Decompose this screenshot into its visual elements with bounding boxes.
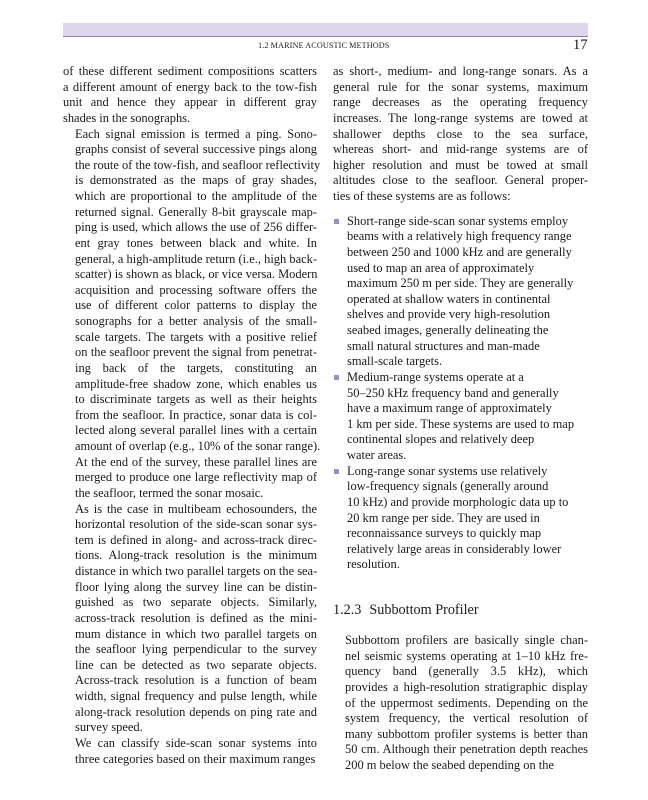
text-line: a different amount of energy back to the tow-fish (63, 79, 317, 94)
text-line: nel seismic systems operating at 1–10 kHz fre- (345, 648, 588, 663)
text-line: from the seafloor. In practice, sonar data is col- (75, 407, 317, 422)
text-line: maximum 250 m per side. They are generally (347, 276, 574, 291)
body-paragraph (333, 64, 588, 205)
text-line: shelves and provide very high-resolution (347, 307, 551, 322)
text-line: system frequency, the vertical resolution of (345, 711, 588, 726)
text-line: small-scale targets. (347, 354, 443, 369)
text-line: ties of these systems are as follows: (333, 189, 511, 203)
text-line: As is the case in multibeam echosounders, the (75, 501, 317, 516)
square-bullet-icon (334, 219, 339, 224)
text-line: line can be detected as two separate objects. (75, 657, 317, 672)
list-item (333, 464, 588, 573)
text-line: Medium-range systems operate at a (347, 369, 524, 384)
text-line: lected along several parallel lines with a certain (75, 423, 317, 438)
square-bullet-icon (334, 469, 339, 474)
text-line: altitudes close to the seafloor. General proper- (333, 173, 588, 188)
text-line: relatively large areas in considerably lower (347, 541, 562, 556)
section-paragraph (333, 633, 588, 774)
text-line: small natural structures and man-made (347, 338, 540, 353)
text-line: quency band (generally 3.5 kHz), which (345, 664, 588, 679)
text-line: ing back of the targets, constituting an (75, 360, 317, 375)
text-line: merged to produce one large reflectivity map of (75, 470, 317, 485)
text-line: Across-track resolution is a function of beam (75, 673, 317, 688)
text-line: between 250 and 1000 kHz and are generally (347, 244, 572, 259)
text-line: At the end of the survey, these parallel lines are (75, 454, 317, 469)
right-intro-paragraph (333, 64, 588, 205)
running-head-rule (63, 36, 588, 37)
text-line: which are proportional to the amplitude of the (75, 189, 317, 203)
text-line: Each signal emission is termed a ping. Sono- (75, 126, 317, 141)
body-paragraph (63, 736, 317, 767)
list-item (333, 214, 588, 370)
text-line: sonographs for a better analysis of the small- (75, 314, 317, 328)
text-line: amount of overlap (e.g., 10% of the sonar range). (75, 439, 321, 453)
text-line: ping is used, which allows the use of 256 differ- (75, 220, 317, 235)
text-line: provides a high-resolution stratigraphic display (345, 679, 588, 694)
text-line: horizontal resolution of the side-scan sonar sys- (75, 517, 317, 532)
text-line: guished as two separate objects. Similarly, (75, 595, 317, 610)
body-paragraph (63, 502, 317, 736)
text-line: scatter) is shown as black, or vice versa. Modern (75, 267, 318, 282)
text-line: the route of the tow-fish, and seafloor reflectivity (75, 157, 321, 172)
text-line: amplitude-free shadow zone, which enables us (75, 376, 317, 391)
text-line: along-track resolution depends on ping rate and (75, 704, 317, 719)
text-line: tem is defined in along- and across-track direc- (75, 532, 317, 547)
text-line: shades in the sonographs. (63, 110, 191, 125)
text-line: across-track resolution is defined as the mini- (75, 610, 317, 625)
page-number: 17 (573, 37, 588, 53)
text-line: Subbottom profilers are basically single chan- (345, 633, 588, 647)
text-line: mum distance in which two parallel targets on (75, 626, 317, 641)
square-bullet-icon (334, 375, 339, 380)
text-line: the seafloor lying perpendicular to the survey (75, 642, 317, 657)
text-line: general rule for the sonar systems, maximum (333, 79, 588, 94)
text-line: is demonstrated as the maps of gray shades, (75, 173, 317, 188)
text-line: resolution. (347, 557, 400, 572)
text-line: water areas. (347, 448, 407, 462)
text-line: ent gray tones between black and white. In (75, 235, 317, 250)
text-line: low-frequency signals (generally around (347, 479, 549, 494)
text-line: continental slopes and relatively deep (347, 432, 535, 447)
text-line: floor lying along the survey line can be distin- (75, 579, 317, 594)
running-head-band (63, 23, 588, 36)
text-line: scale targets. The targets with a positive relief (75, 329, 317, 344)
text-line: used to map an area of approximately (347, 260, 535, 275)
body-paragraph (63, 126, 321, 502)
text-line: beams with a relatively high frequency range (347, 229, 572, 244)
text-line: survey speed. (75, 720, 143, 735)
left-column (63, 64, 321, 767)
text-line: 10 kHz) and provide morphologic data up to (347, 494, 569, 509)
text-line: unit and hence they appear in different gray (63, 95, 317, 110)
text-line: as short-, medium- and long-range sonars. As a (333, 64, 588, 78)
text-line: use of different color patterns to display the (75, 298, 317, 313)
text-line: tions. Along-track resolution is the minimum (75, 548, 317, 563)
text-line: distance in which two parallel targets on the sea- (75, 564, 318, 578)
list-item (333, 370, 588, 464)
text-line: increases. The long-range systems are towed at (333, 110, 588, 125)
body-paragraph (63, 64, 317, 127)
text-line: returned signal. Generally 8-bit grayscale map- (75, 204, 317, 219)
text-line: range decreases as the operating frequency (333, 95, 588, 110)
section-number: 1.2.3 (333, 602, 362, 618)
text-line: shallower depths close to the sea surface, (333, 126, 588, 141)
text-line: have a maximum range of approximately (347, 401, 552, 416)
right-column (333, 64, 588, 774)
text-line: whereas short- and mid-range systems are of (333, 142, 588, 157)
text-line: seabed images, generally delineating the (347, 323, 549, 337)
section-heading (333, 602, 588, 619)
sonar-range-list (333, 214, 588, 573)
text-line: the seafloor, termed the sonar mosaic. (75, 485, 264, 500)
text-line: general, a high-amplitude return (i.e., high back- (75, 251, 317, 266)
text-line: of these different sediment compositions scatters (63, 64, 317, 78)
text-line: reconnaissance surveys to quickly map (347, 526, 542, 541)
text-line: 20 km range per side. They are used in (347, 510, 540, 525)
running-head: 1.2 MARINE ACOUSTIC METHODS (258, 41, 390, 50)
text-line: three categories based on their maximum ranges (75, 751, 316, 766)
text-line: to discriminate targets as well as their heights (75, 392, 317, 407)
body-paragraph (333, 633, 588, 774)
text-line: acquisition and processing software offers the (75, 282, 317, 297)
text-line: of the uppermost sediments. Depending on the (345, 695, 588, 710)
text-line: graphs consist of several successive pings along (75, 142, 317, 157)
section-title: Subbottom Profiler (369, 602, 479, 618)
text-line: many subbottom profiler systems is better than (345, 726, 588, 741)
text-line: Long-range sonar systems use relatively (347, 463, 548, 478)
text-line: on the seafloor prevent the signal from penetrat- (75, 345, 317, 360)
text-line: 200 m below the seabed depending on the (345, 758, 554, 772)
text-line: 1 km per side. These systems are used to map (347, 416, 575, 431)
text-line: We can classify side-scan sonar systems into (75, 735, 317, 750)
text-line: Short-range side-scan sonar systems employ (347, 213, 569, 228)
text-line: 50 cm. Although their penetration depth reaches (345, 742, 588, 757)
text-line: 50–250 kHz frequency band and generally (347, 385, 559, 400)
text-line: higher resolution and must be towed at small (333, 157, 588, 172)
text-line: width, signal frequency and pulse length, while (75, 689, 317, 703)
text-line: operated at shallow waters in continental (347, 291, 551, 306)
